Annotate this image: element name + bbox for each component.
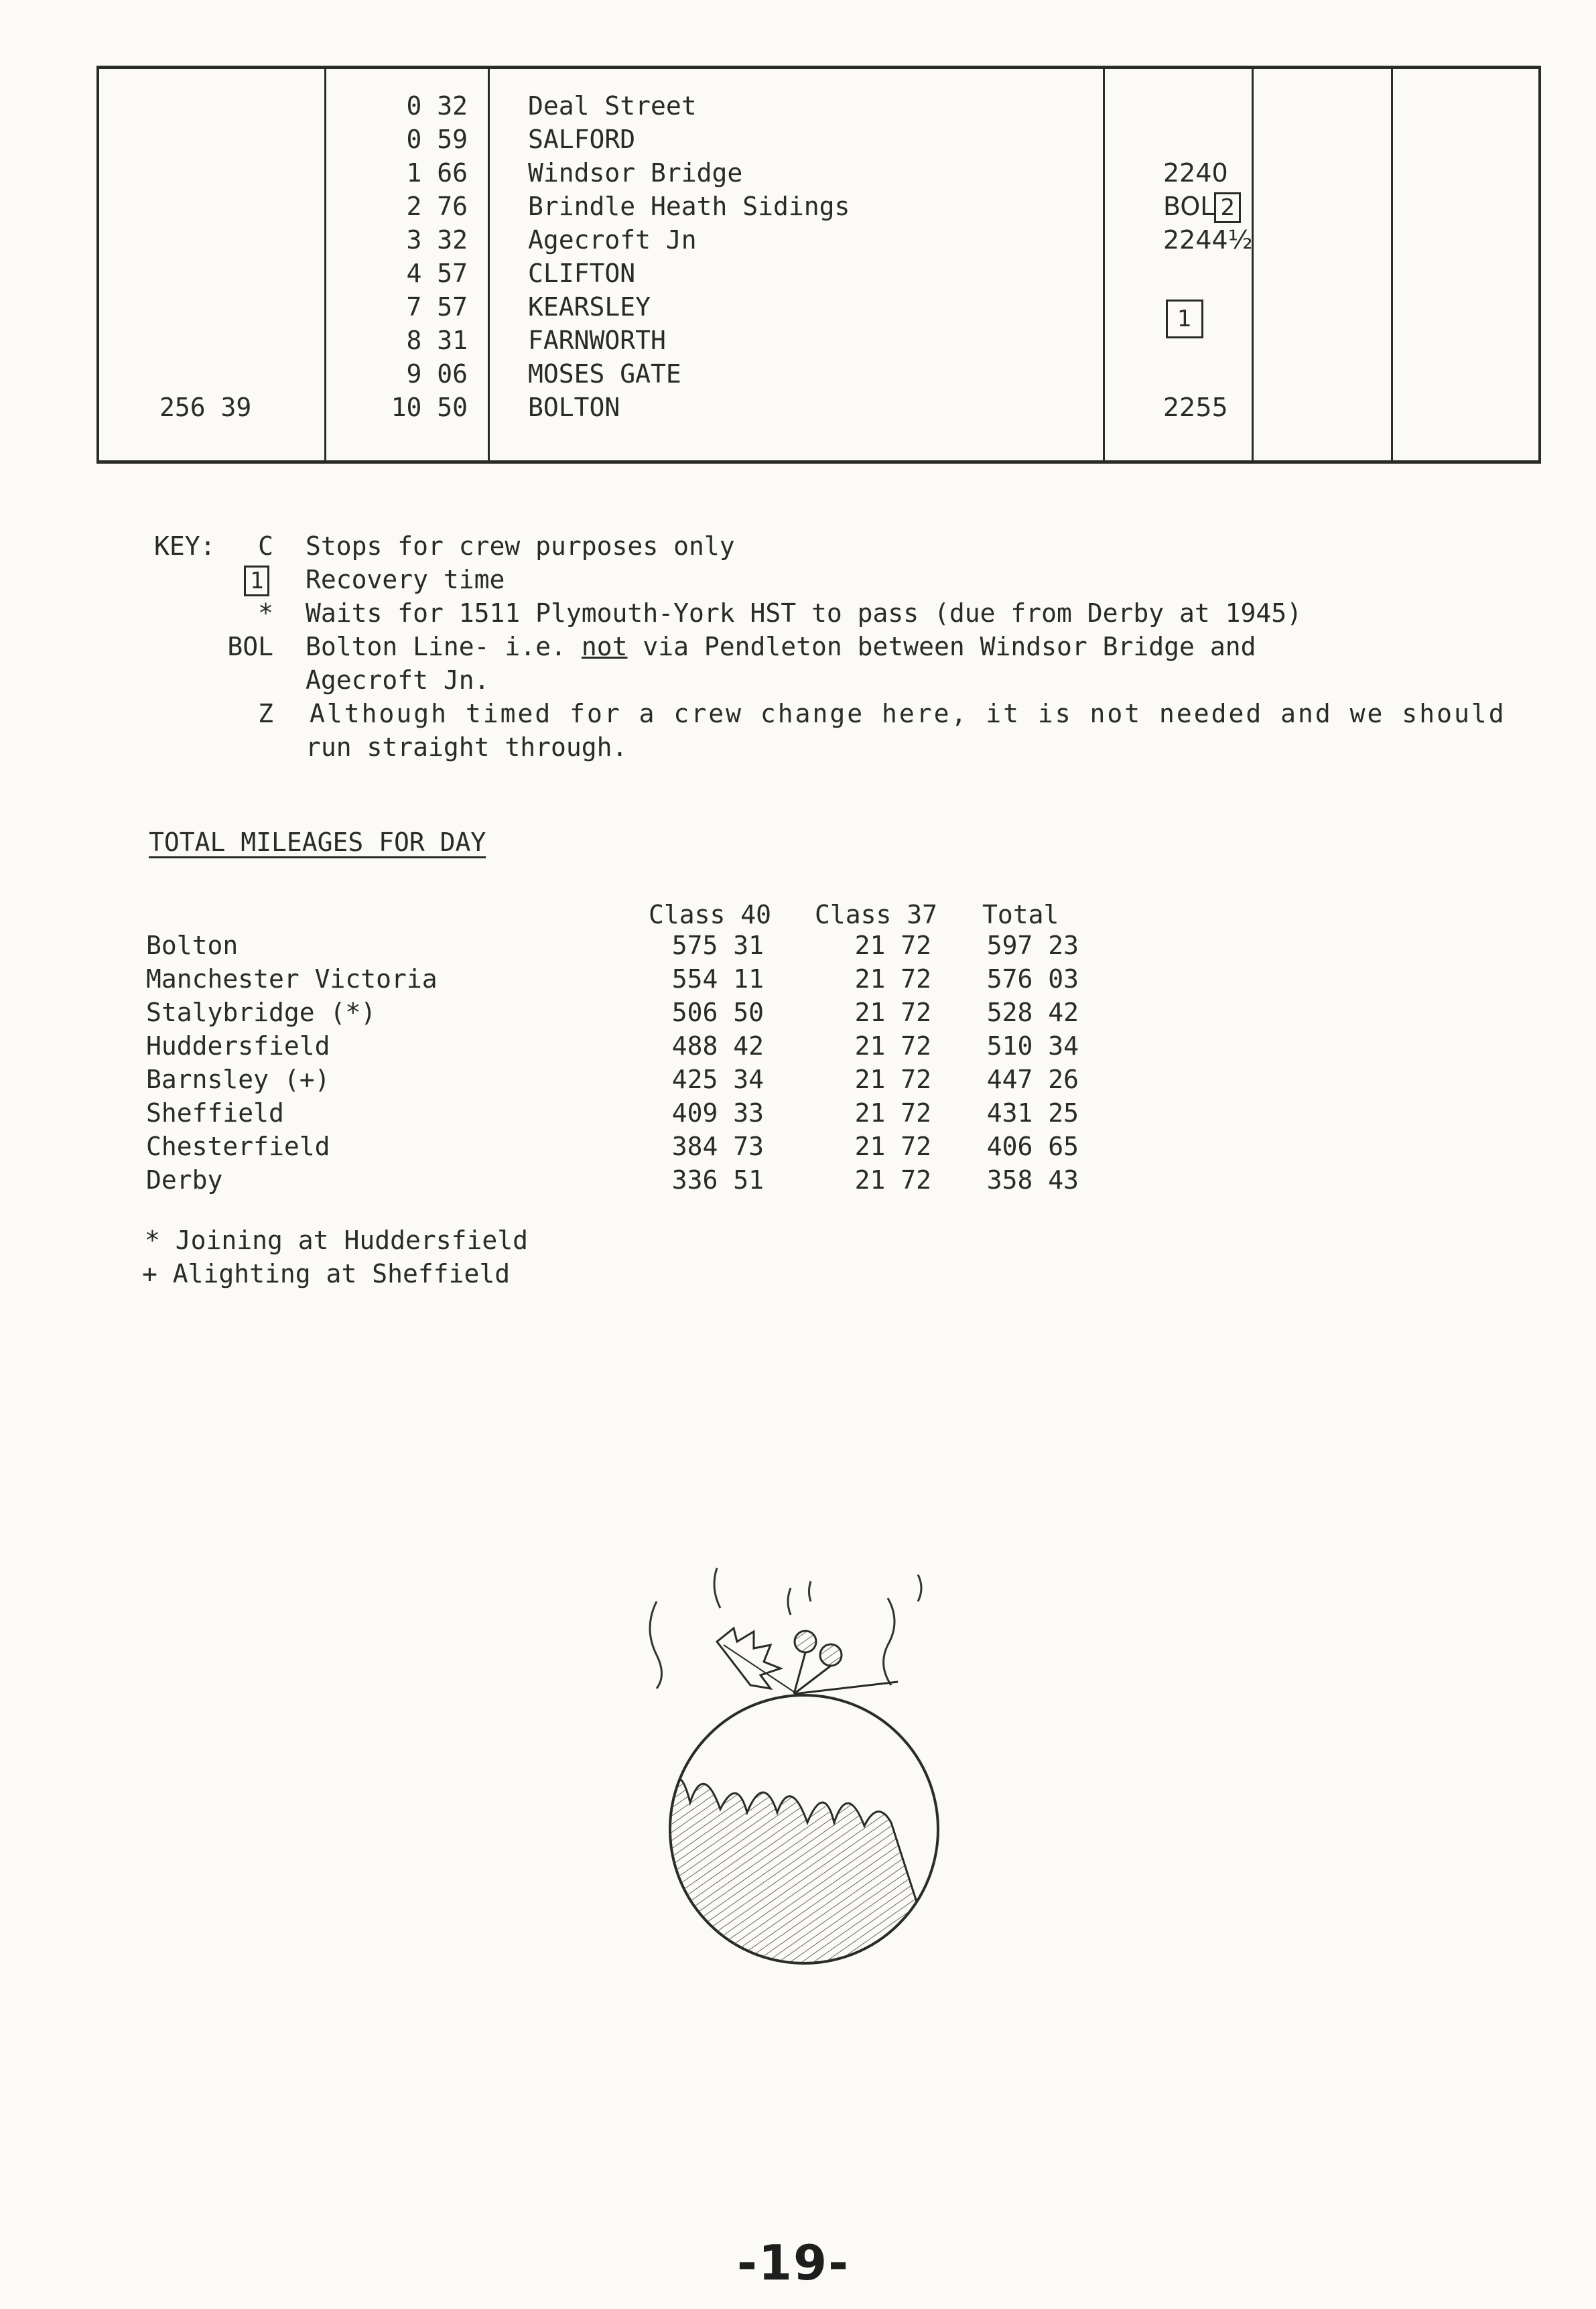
row-time: [1163, 190, 1241, 223]
key-text: Bolton Line- i.e. not via Pendleton between Windsor Bridge and: [306, 632, 1256, 661]
key-text: Agecroft Jn.: [306, 665, 490, 695]
mileage-class40: 336 51: [671, 1165, 764, 1195]
row-time: 2255: [1163, 393, 1228, 422]
row-location: BOLTON: [528, 393, 620, 422]
footnote: * Joining at Huddersfield: [145, 1226, 528, 1255]
mileage-total: 358 43: [986, 1165, 1079, 1195]
column-divider: [1391, 69, 1393, 460]
emphasis-not: not: [581, 632, 628, 661]
mileage-total: 431 25: [986, 1098, 1079, 1128]
key-label: KEY:: [154, 531, 216, 561]
mileage-place: Barnsley (+): [146, 1065, 330, 1094]
mileage-place: Manchester Victoria: [146, 964, 438, 994]
key-text: Recovery time: [306, 565, 505, 594]
key-symbol: 1: [244, 563, 269, 596]
mileage-class37: 21 72: [854, 1031, 931, 1061]
row-location: SALFORD: [528, 125, 636, 154]
mileage-place: Bolton: [146, 931, 239, 960]
row-location: Windsor Bridge: [528, 158, 743, 188]
mileage-class40: 506 50: [671, 998, 764, 1027]
column-divider: [1103, 69, 1105, 460]
mileage-class40: 425 34: [671, 1065, 764, 1094]
row-miles: 4 57: [406, 259, 468, 288]
mileage-total: 510 34: [986, 1031, 1079, 1061]
recovery-box: 2: [1214, 192, 1241, 223]
row-miles: 3 32: [406, 225, 468, 255]
mileage-total: 576 03: [986, 964, 1079, 994]
timetable: [96, 66, 1541, 464]
key-text: Stops for crew purposes only: [306, 531, 735, 561]
row-time: [1166, 300, 1203, 333]
row-miles: 9 06: [406, 359, 468, 389]
mileage-place: Huddersfield: [146, 1031, 330, 1061]
mileage-class40: 554 11: [671, 964, 764, 994]
key-text: Waits for 1511 Plymouth-York HST to pass (due from Derby at 1945): [306, 598, 1303, 628]
row-location: Brindle Heath Sidings: [528, 192, 850, 221]
mileage-class40: 575 31: [671, 931, 764, 960]
mileage-class40: 409 33: [671, 1098, 764, 1128]
key-symbol: *: [258, 598, 273, 628]
footnote: + Alighting at Sheffield: [142, 1259, 511, 1289]
mileage-place: Sheffield: [146, 1098, 284, 1128]
recovery-box: 1: [1166, 300, 1203, 338]
key-text: Although timed for a crew change here, it is not needed and we should: [310, 699, 1506, 728]
row-location: KEARSLEY: [528, 292, 651, 322]
mileage-class37: 21 72: [854, 1098, 931, 1128]
row-location: Deal Street: [528, 91, 697, 121]
row-time: 2244½: [1163, 225, 1253, 255]
mileage-place: Stalybridge (*): [146, 998, 377, 1027]
key-text: run straight through.: [306, 732, 628, 762]
mileage-place: Chesterfield: [146, 1132, 330, 1161]
mileage-class37: 21 72: [854, 931, 931, 960]
mileage-total: 447 26: [986, 1065, 1079, 1094]
mileage-class37: 21 72: [854, 998, 931, 1027]
mileage-place: Derby: [146, 1165, 223, 1195]
mileage-class40: 384 73: [671, 1132, 764, 1161]
column-divider: [1252, 69, 1254, 460]
mileage-class37: 21 72: [854, 1132, 931, 1161]
mileages-heading: TOTAL MILEAGES FOR DAY: [149, 828, 486, 857]
key-symbol: BOL: [227, 632, 273, 661]
row-location: Agecroft Jn: [528, 225, 697, 255]
page-number: -19-: [737, 2235, 850, 2291]
mileage-total: 406 65: [986, 1132, 1079, 1161]
column-divider: [488, 69, 490, 460]
row-miles: 0 59: [406, 125, 468, 154]
total-miles: 256 39: [159, 393, 252, 422]
column-header: Total: [982, 900, 1059, 929]
row-miles: 10 50: [391, 393, 468, 422]
mileage-total: 597 23: [986, 931, 1079, 960]
mileage-class37: 21 72: [854, 964, 931, 994]
key-symbol: Z: [258, 699, 273, 728]
christmas-pudding-illustration: [643, 1541, 965, 2003]
row-miles: 8 31: [406, 326, 468, 355]
row-location: FARNWORTH: [528, 326, 666, 355]
mileage-class37: 21 72: [854, 1065, 931, 1094]
column-header: Class 37: [815, 900, 938, 929]
row-miles: 2 76: [406, 192, 468, 221]
row-time: 2240: [1163, 158, 1228, 188]
row-miles: 0 32: [406, 91, 468, 121]
row-miles: 1 66: [406, 158, 468, 188]
row-location: CLIFTON: [528, 259, 636, 288]
row-location: MOSES GATE: [528, 359, 681, 389]
column-divider: [324, 69, 326, 460]
key-symbol: C: [258, 531, 273, 561]
row-miles: 7 57: [406, 292, 468, 322]
mileage-class40: 488 42: [671, 1031, 764, 1061]
column-header: Class 40: [649, 900, 772, 929]
mileage-class37: 21 72: [854, 1165, 931, 1195]
mileage-total: 528 42: [986, 998, 1079, 1027]
bolton-line-code: BOL: [1163, 192, 1215, 221]
